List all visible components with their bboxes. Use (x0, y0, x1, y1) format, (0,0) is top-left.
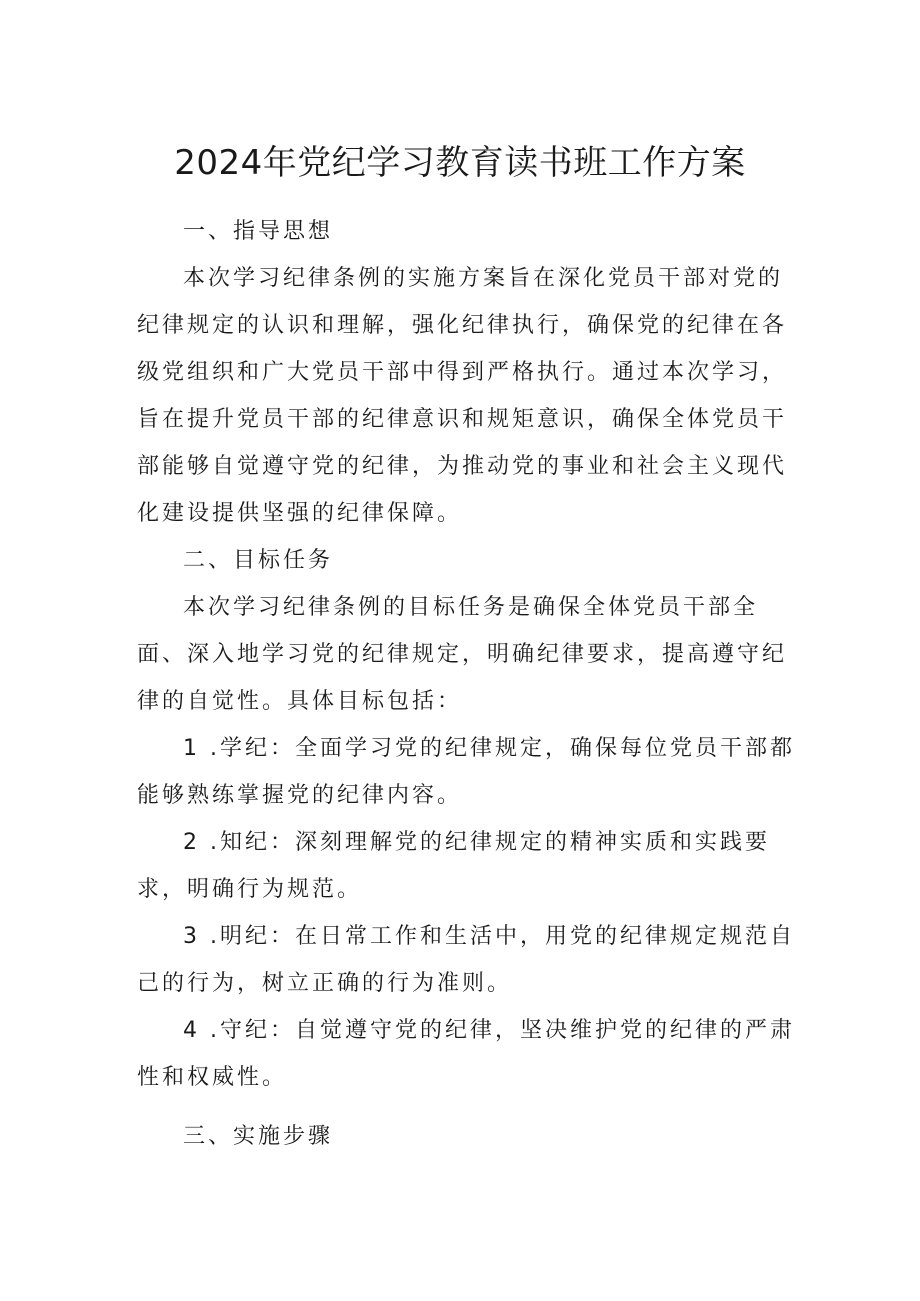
section-heading-guiding-ideology: 一、指导思想 (183, 219, 334, 244)
section-heading-goals-tasks: 二、目标任务 (183, 548, 334, 573)
paragraph-goals-intro: 本次学习纪律条例的目标任务是确保全体党员干部全面、深入地学习党的纪律规定，明确纪律要求，提高遵守纪律的自觉性。具体目标包括： (137, 595, 788, 714)
list-item-learn-discipline: 1 .学纪：全面学习党的纪律规定，确保每位党员干部都能够熟练掌握党的纪律内容。 (137, 736, 795, 808)
section-heading-implementation-steps: 三、实施步骤 (183, 1124, 334, 1149)
paragraph-guiding-ideology: 本次学习纪律条例的实施方案旨在深化党员干部对党的纪律规定的认识和理解，强化纪律执行，确保党的纪律在各级党组织和广大党员干部中得到严格执行。通过本次学习，旨在提升党员干部的纪律意识和规矩意识，确保全体党员干部能够自觉遵守党的纪律，为推动党的事业和社会主义现代化建设提供坚强的纪律保障。 (137, 266, 788, 526)
document-title: 2024年党纪学习教育读书班工作方案 (174, 142, 746, 183)
list-item-understand-discipline: 3 .明纪：在日常工作和生活中，用党的纪律规定规范自己的行为，树立正确的行为准则。 (137, 924, 795, 996)
document-body (137, 208, 797, 1160)
list-item-keep-discipline: 4 .守纪：自觉遵守党的纪律，坚决维护党的纪律的严肃性和权威性。 (137, 1018, 795, 1090)
list-item-know-discipline: 2 .知纪：深刻理解党的纪律规定的精神实质和实践要求，明确行为规范。 (137, 830, 770, 902)
